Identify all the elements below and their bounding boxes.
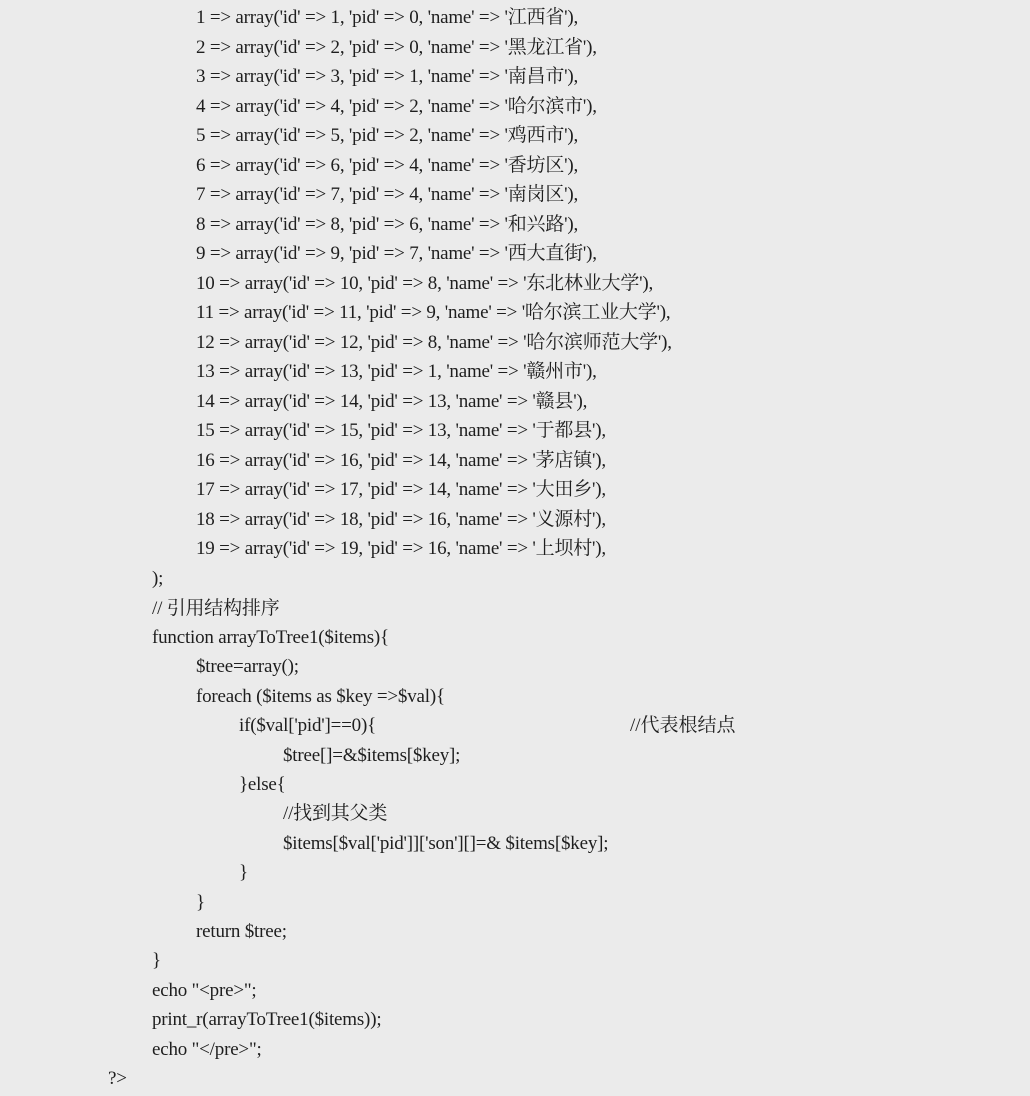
tree-init: $tree=array();: [196, 656, 299, 677]
array-item-line: 18 => array('id' => 18, 'pid' => 16, 'name' => '义源村'),: [196, 508, 606, 530]
array-item-line: 19 => array('id' => 19, 'pid' => 16, 'name' => '上坝村'),: [196, 538, 606, 559]
array-item-line: 6 => array('id' => 6, 'pid' => 4, 'name' => '香坊区'),: [196, 154, 579, 176]
echo-pre-close: echo "</pre>";: [152, 1039, 262, 1060]
close-else: }: [239, 862, 248, 883]
array-item-line: 7 => array('id' => 7, 'pid' => 4, 'name' => '南岗区'),: [196, 184, 579, 205]
array-item-line: 5 => array('id' => 5, 'pid' => 2, 'name' => '鸡西市'),: [196, 125, 579, 146]
php-close-tag: ?>: [108, 1068, 127, 1089]
comment-sort: // 引用结构排序: [152, 598, 280, 619]
if-comment: //代表根结点: [630, 715, 736, 736]
array-item-line: 3 => array('id' => 3, 'pid' => 1, 'name' => '南昌市'),: [196, 66, 579, 87]
print-line: print_r(arrayToTree1($items));: [152, 1009, 382, 1030]
array-item-line: 10 => array('id' => 10, 'pid' => 8, 'name' => '东北林业大学'),: [196, 272, 654, 294]
foreach-line: foreach ($items as $key =>$val){: [196, 686, 445, 707]
array-item-line: 2 => array('id' => 2, 'pid' => 0, 'name' => '黑龙江省'),: [196, 36, 597, 58]
array-item-line: 1 => array('id' => 1, 'pid' => 0, 'name' => '江西省'),: [196, 7, 579, 28]
array-item-line: 14 => array('id' => 14, 'pid' => 13, 'name' => '赣县'),: [196, 390, 588, 412]
echo-pre-open: echo "<pre>";: [152, 980, 257, 1001]
if-line: if($val['pid']==0){: [239, 715, 377, 736]
array-item-line: 9 => array('id' => 9, 'pid' => 7, 'name' => '西大直街'),: [196, 243, 597, 264]
close-foreach: }: [196, 892, 205, 913]
return-line: return $tree;: [196, 921, 287, 942]
array-item-line: 4 => array('id' => 4, 'pid' => 2, 'name' => '哈尔滨市'),: [196, 95, 597, 117]
array-item-line: 8 => array('id' => 8, 'pid' => 6, 'name' => '和兴路'),: [196, 213, 579, 235]
tree-assign: $tree[]=&$items[$key];: [283, 745, 461, 766]
array-item-line: 15 => array('id' => 15, 'pid' => 13, 'name' => '于都县'),: [196, 420, 606, 441]
array-item-line: 16 => array('id' => 16, 'pid' => 14, 'name' => '茅店镇'),: [196, 449, 606, 471]
array-item-line: 17 => array('id' => 17, 'pid' => 14, 'name' => '大田乡'),: [196, 479, 606, 500]
son-assign: $items[$val['pid']]['son'][]=& $items[$key];: [283, 833, 609, 854]
function-declaration: function arrayToTree1($items){: [152, 627, 389, 648]
array-item-line: 11 => array('id' => 11, 'pid' => 9, 'name' => '哈尔滨工业大学'),: [196, 302, 671, 323]
find-parent-comment: //找到其父类: [283, 803, 388, 824]
else-line: }else{: [239, 774, 286, 795]
array-item-line: 12 => array('id' => 12, 'pid' => 8, 'name' => '哈尔滨师范大学'),: [196, 331, 672, 353]
close-function: }: [152, 950, 161, 971]
array-close: );: [152, 568, 164, 589]
array-item-line: 13 => array('id' => 13, 'pid' => 1, 'name' => '赣州市'),: [196, 361, 597, 382]
